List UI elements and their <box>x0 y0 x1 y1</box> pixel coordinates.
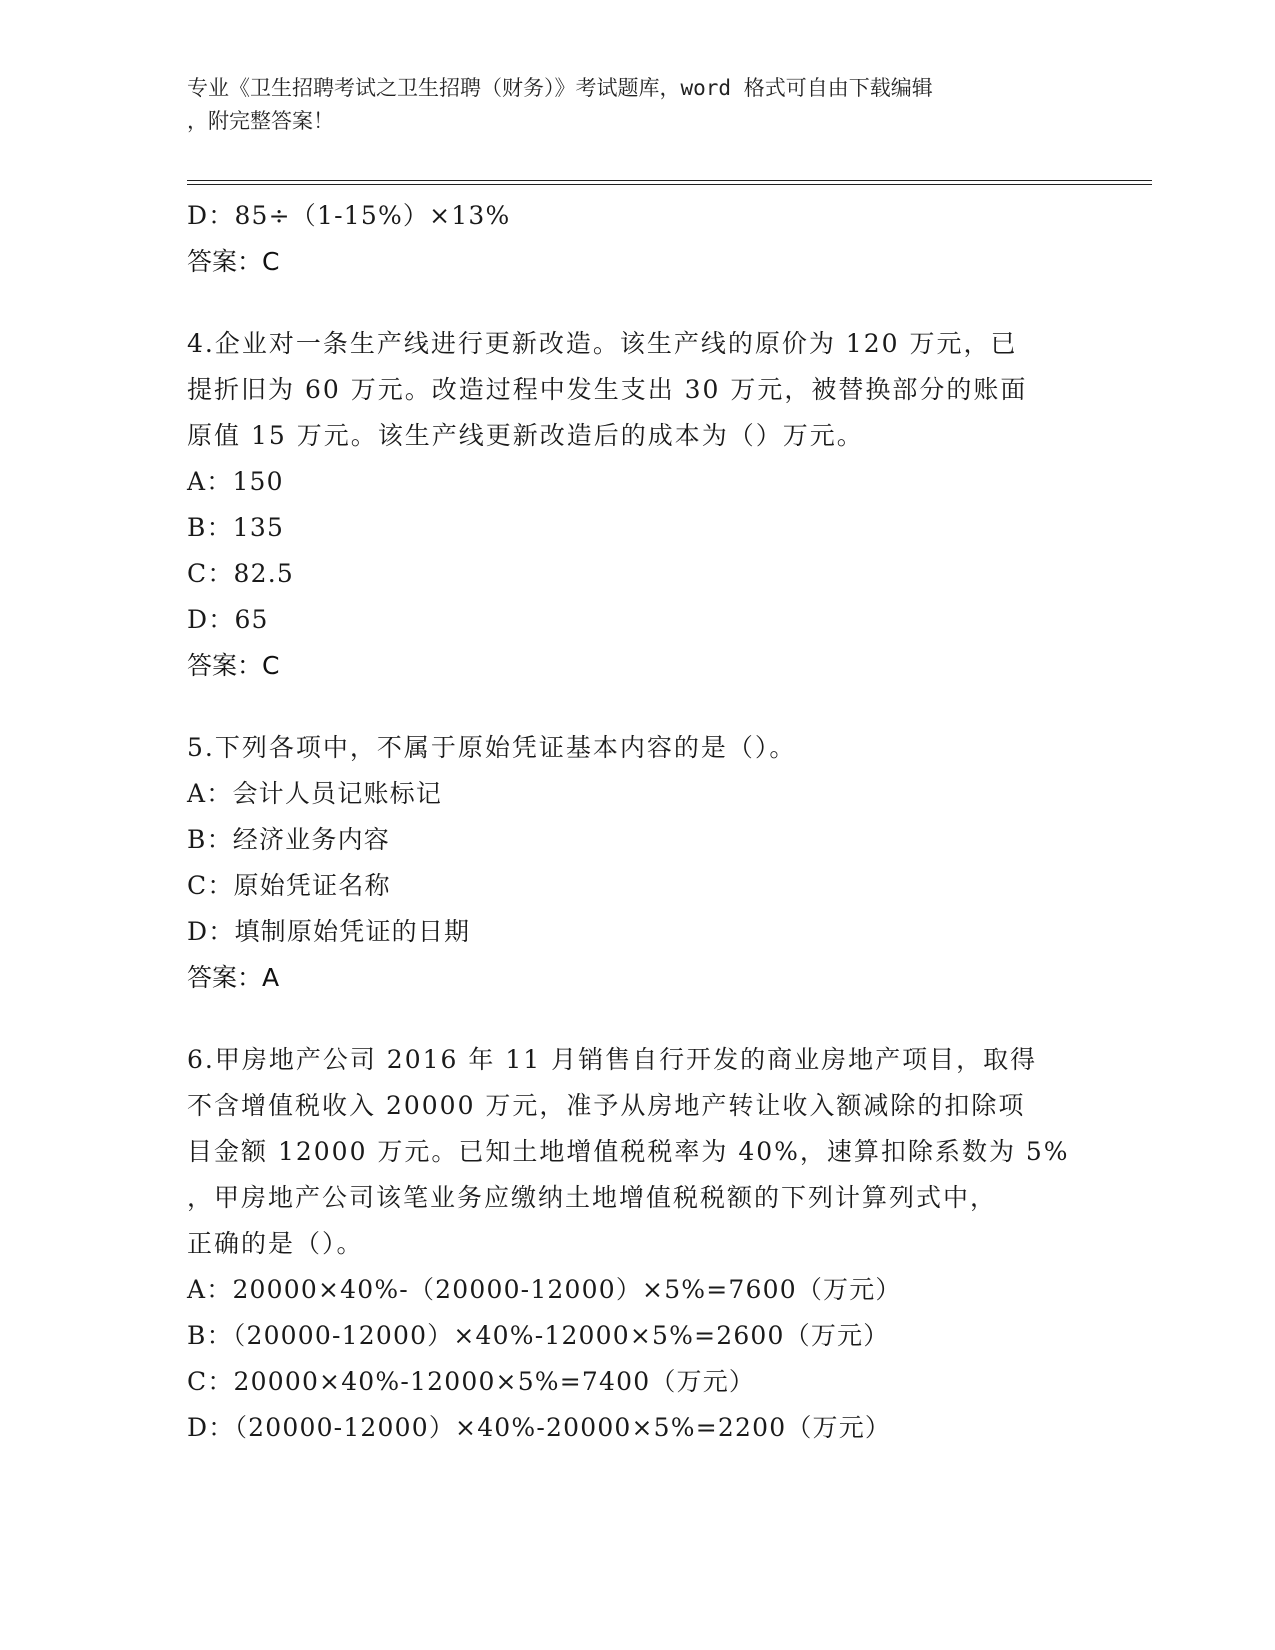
option-b: B：135 <box>187 513 285 542</box>
answer-line: 答案：C <box>187 247 280 276</box>
question-text <box>187 725 1067 771</box>
question-4 <box>187 321 1067 689</box>
option-d: D：（20000-12000）×40%-20000×5%=2200（万元） <box>187 1413 892 1442</box>
option-c: C：原始凭证名称 <box>187 871 391 900</box>
option-a: A：会计人员记账标记 <box>187 779 443 808</box>
question-line: 4.企业对一条生产线进行更新改造。该生产线的原价为 120 万元，已 <box>187 329 1018 358</box>
question-5 <box>187 725 1067 1001</box>
option-b: B：（20000-12000）×40%-12000×5%=2600（万元） <box>187 1321 890 1350</box>
option-c: C：20000×40%-12000×5%=7400（万元） <box>187 1367 756 1396</box>
question-line: 不含增值税收入 20000 万元，准予从房地产转让收入额减除的扣除项 <box>187 1091 1026 1120</box>
option-a: A：20000×40%-（20000-12000）×5%=7600（万元） <box>187 1275 902 1304</box>
question-text <box>187 1037 1070 1267</box>
answer-line: 答案：A <box>187 963 280 992</box>
option-d: D：填制原始凭证的日期 <box>187 917 471 946</box>
option-a: A：150 <box>187 467 284 496</box>
previous-question-tail <box>187 193 1067 285</box>
page-header <box>187 72 1067 138</box>
option-d: D：85÷（1-15%）×13% <box>187 201 511 230</box>
question-line: 5.下列各项中，不属于原始凭证基本内容的是（）。 <box>187 733 797 762</box>
question-line: 目金额 12000 万元。已知土地增值税税率为 40%，速算扣除系数为 5% <box>187 1137 1070 1166</box>
question-line: 提折旧为 60 万元。改造过程中发生支出 30 万元，被替换部分的账面 <box>187 375 1028 404</box>
question-line: 6.甲房地产公司 2016 年 11 月销售自行开发的商业房地产项目，取得 <box>187 1045 1038 1074</box>
header-line-2: ，附完整答案！ <box>187 109 334 133</box>
question-line: 正确的是（）。 <box>187 1229 364 1258</box>
question-line: 原值 15 万元。该生产线更新改造后的成本为（）万元。 <box>187 421 864 450</box>
answer-line: 答案：C <box>187 651 280 680</box>
question-line: ，甲房地产公司该笔业务应缴纳土地增值税税额的下列计算列式中， <box>187 1183 998 1212</box>
question-content <box>187 193 1070 1451</box>
option-b: B：经济业务内容 <box>187 825 390 854</box>
header-line-1: 专业《卫生招聘考试之卫生招聘（财务）》考试题库，word 格式可自由下载编辑 <box>187 76 933 100</box>
header-divider <box>187 180 1152 185</box>
question-text <box>187 321 1067 459</box>
option-d: D：65 <box>187 605 269 634</box>
question-6 <box>187 1037 1070 1451</box>
option-c: C：82.5 <box>187 559 294 588</box>
